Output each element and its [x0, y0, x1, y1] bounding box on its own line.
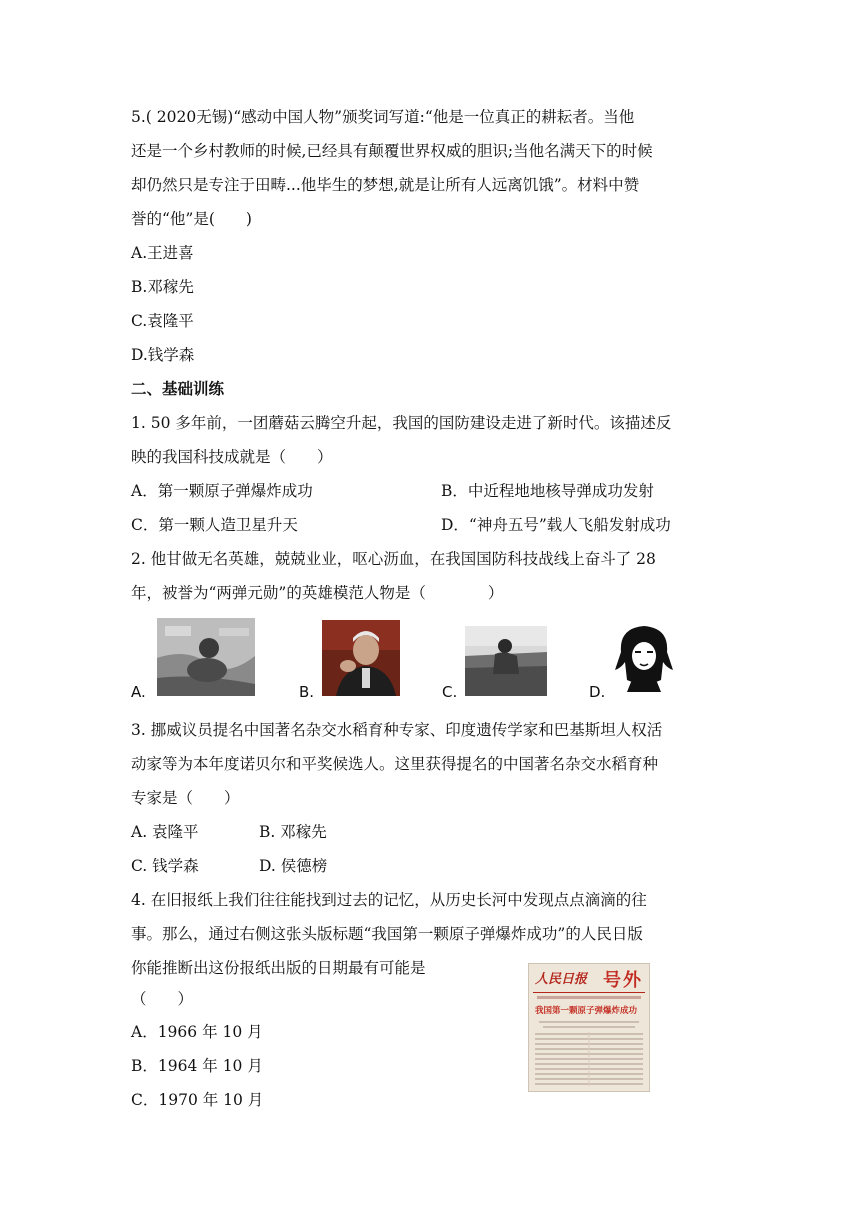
q3-line-1: 3. 挪威议员提名中国著名杂交水稻育种专家、印度遗传学家和巴基斯坦人权活 — [131, 721, 663, 739]
q5-option-b: B.邓稼先 — [131, 278, 194, 296]
q2-option-a-label: A. — [131, 683, 146, 701]
q2-photo-a — [157, 618, 255, 696]
q5-line-4: 誉的“他”是( ) — [131, 210, 252, 228]
q3-line-2: 动家等为本年度诺贝尔和平奖候选人。这里获得提名的中国著名杂交水稻育种 — [131, 755, 659, 773]
q2-option-d-label: D. — [589, 683, 606, 701]
q4-line-1: 4. 在旧报纸上我们往往能找到过去的记忆，从历史长河中发现点点滴滴的往 — [131, 891, 647, 909]
q5-option-a: A.王进喜 — [131, 244, 194, 262]
q4-line-2: 事。那么，通过右侧这张头版标题“我国第一颗原子弹爆炸成功”的人民日版 — [131, 925, 643, 943]
q4-option-c: C．1970 年 10 月 — [131, 1091, 264, 1109]
newspaper-headline: 我国第一颗原子弹爆炸成功 — [535, 1006, 638, 1016]
q5-line-1: 5.( 2020无锡)“感动中国人物”颁奖词写道:“他是一位真正的耕耘者。当他 — [131, 108, 635, 126]
newspaper-text-columns — [535, 1020, 643, 1086]
q2-line-1: 2. 他甘做无名英雄，兢兢业业，呕心沥血，在我国国防科技战线上奋斗了 28 — [131, 550, 656, 568]
q1-line-2: 映的我国科技成就是（ ） — [131, 448, 333, 466]
newspaper-masthead: 人民日报 — [535, 972, 588, 987]
q1-option-b: B．中近程地地核导弹成功发射 — [441, 482, 654, 500]
q2-photo-b — [322, 620, 400, 696]
q1-option-c: C．第一颗人造卫星升天 — [131, 516, 298, 534]
q4-option-a: A．1966 年 10 月 — [131, 1023, 263, 1041]
q3-option-b: B. 邓稼先 — [259, 823, 327, 841]
q2-line-2: 年，被誉为“两弹元勋”的英雄模范人物是（ ） — [131, 584, 504, 602]
q3-option-c: C. 钱学森 — [131, 857, 199, 875]
q3-line-3: 专家是（ ） — [131, 789, 240, 807]
q1-option-a: A．第一颗原子弹爆炸成功 — [131, 482, 313, 500]
q2-photo-d — [611, 622, 677, 692]
q1-line-1: 1. 50 多年前，一团蘑菇云腾空升起，我国的国防建设走进了新时代。该描述反 — [131, 414, 672, 432]
q5-line-3: 却仍然只是专注于田畴...他毕生的梦想,就是让所有人远离饥饿”。材料中赞 — [131, 176, 640, 194]
q2-option-c-label: C. — [442, 683, 458, 701]
newspaper-extra: 号外 — [603, 970, 643, 991]
newspaper-image — [528, 963, 650, 1092]
q3-option-a: A. 袁隆平 — [131, 823, 199, 841]
q2-option-b-label: B. — [299, 683, 315, 701]
q5-option-d: D.钱学森 — [131, 346, 195, 364]
q2-photo-c — [465, 626, 547, 696]
q4-line-4: （ ） — [131, 990, 194, 1008]
q5-line-2: 还是一个乡村教师的时候,已经具有颠覆世界权威的胆识;当他名满天下的时候 — [131, 142, 653, 160]
q5-option-c: C.袁隆平 — [131, 312, 194, 330]
q1-option-d: D．“神舟五号”载人飞船发射成功 — [441, 516, 671, 534]
q4-line-3: 你能推断出这份报纸出版的日期最有可能是 — [131, 959, 426, 977]
q3-option-d: D. 侯德榜 — [259, 857, 328, 875]
section-title: 二、基础训练 — [131, 380, 225, 398]
q4-option-b: B．1964 年 10 月 — [131, 1057, 263, 1075]
